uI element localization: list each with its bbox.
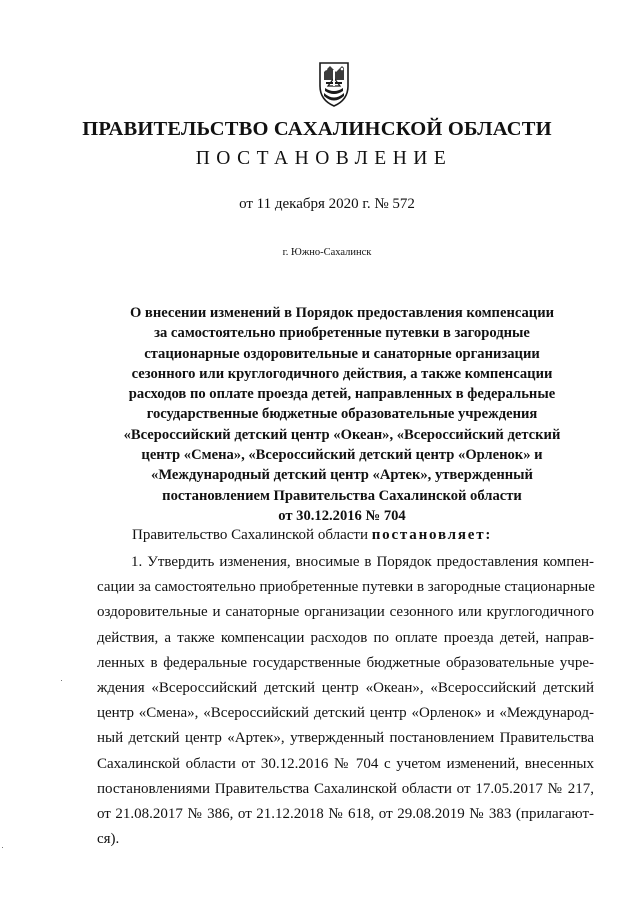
title-line: от 30.12.2016 № 704 — [278, 507, 406, 524]
scan-speck — [61, 680, 62, 681]
paragraph-line: ный детский центр «Артек», утвержденный постановлением Правительства — [97, 730, 594, 747]
coat-of-arms-icon — [316, 60, 352, 108]
preamble-text: Правительство Сахалинской области — [132, 527, 372, 543]
paragraph-line: центр «Смена», «Всероссийский детский центр «Орленок» и «Международ- — [97, 705, 594, 722]
paragraph-1 — [97, 550, 594, 852]
paragraph-line: 1. Утвердить изменения, вносимые в Порядок предоставления компен- — [131, 554, 594, 570]
title-line: за самостоятельно приобретенные путевки в загородные — [154, 325, 530, 342]
title-line: «Всероссийский детский центр «Океан», «Всероссийский детский — [123, 426, 561, 443]
paragraph-line: Сахалинской области от 30.12.2016 № 704 с учетом изменений, внесенных — [97, 755, 594, 772]
paragraph-line: постановлениями Правительства Сахалинской области от 17.05.2017 № 217, — [97, 780, 594, 797]
preamble-emphasis: постановляет: — [371, 527, 493, 543]
document-type: ПОСТАНОВЛЕНИЕ — [195, 148, 453, 169]
document-date-number: от 11 декабря 2020 г. № 572 — [239, 196, 415, 212]
paragraph-line: ся). — [97, 831, 120, 848]
paragraph-line: ленных в федеральные государственные бюджетные образовательные учре- — [97, 654, 594, 671]
document-city: г. Южно-Сахалинск — [282, 247, 372, 258]
scan-speck — [2, 847, 3, 848]
title-line: расходов по оплате проезда детей, направленных в федеральные — [128, 386, 556, 403]
paragraph-line: ждения «Всероссийский детский центр «Океан», «Всероссийский детский — [97, 679, 594, 696]
paragraph-line: сации за самостоятельно приобретенные путевки в загородные стационарные — [97, 579, 595, 596]
paragraph-line: оздоровительные и санаторные организации сезонного или круглогодичного — [97, 604, 594, 621]
title-line: постановлением Правительства Сахалинской области — [162, 487, 522, 504]
title-line: центр «Смена», «Всероссийский детский центр «Орленок» и — [141, 447, 543, 464]
title-line: «Международный детский центр «Артек», утвержденный — [151, 467, 533, 484]
document-title — [100, 303, 584, 526]
organization-name: ПРАВИТЕЛЬСТВО САХАЛИНСКОЙ ОБЛАСТИ — [82, 118, 552, 140]
title-line: стационарные оздоровительные и санаторные организации — [144, 345, 540, 362]
title-line: О внесении изменений в Порядок предоставления компенсации — [129, 305, 555, 321]
preamble — [132, 527, 492, 544]
title-line: сезонного или круглогодичного действия, а также компенсации — [131, 365, 553, 382]
paragraph-line: от 21.08.2017 № 386, от 21.12.2018 № 618, от 29.08.2019 № 383 (прилагают- — [97, 805, 594, 822]
title-line: государственные бюджетные образовательные учреждения — [146, 406, 538, 423]
paragraph-line: действия, а также компенсации расходов по оплате проезда детей, направ- — [97, 629, 594, 646]
